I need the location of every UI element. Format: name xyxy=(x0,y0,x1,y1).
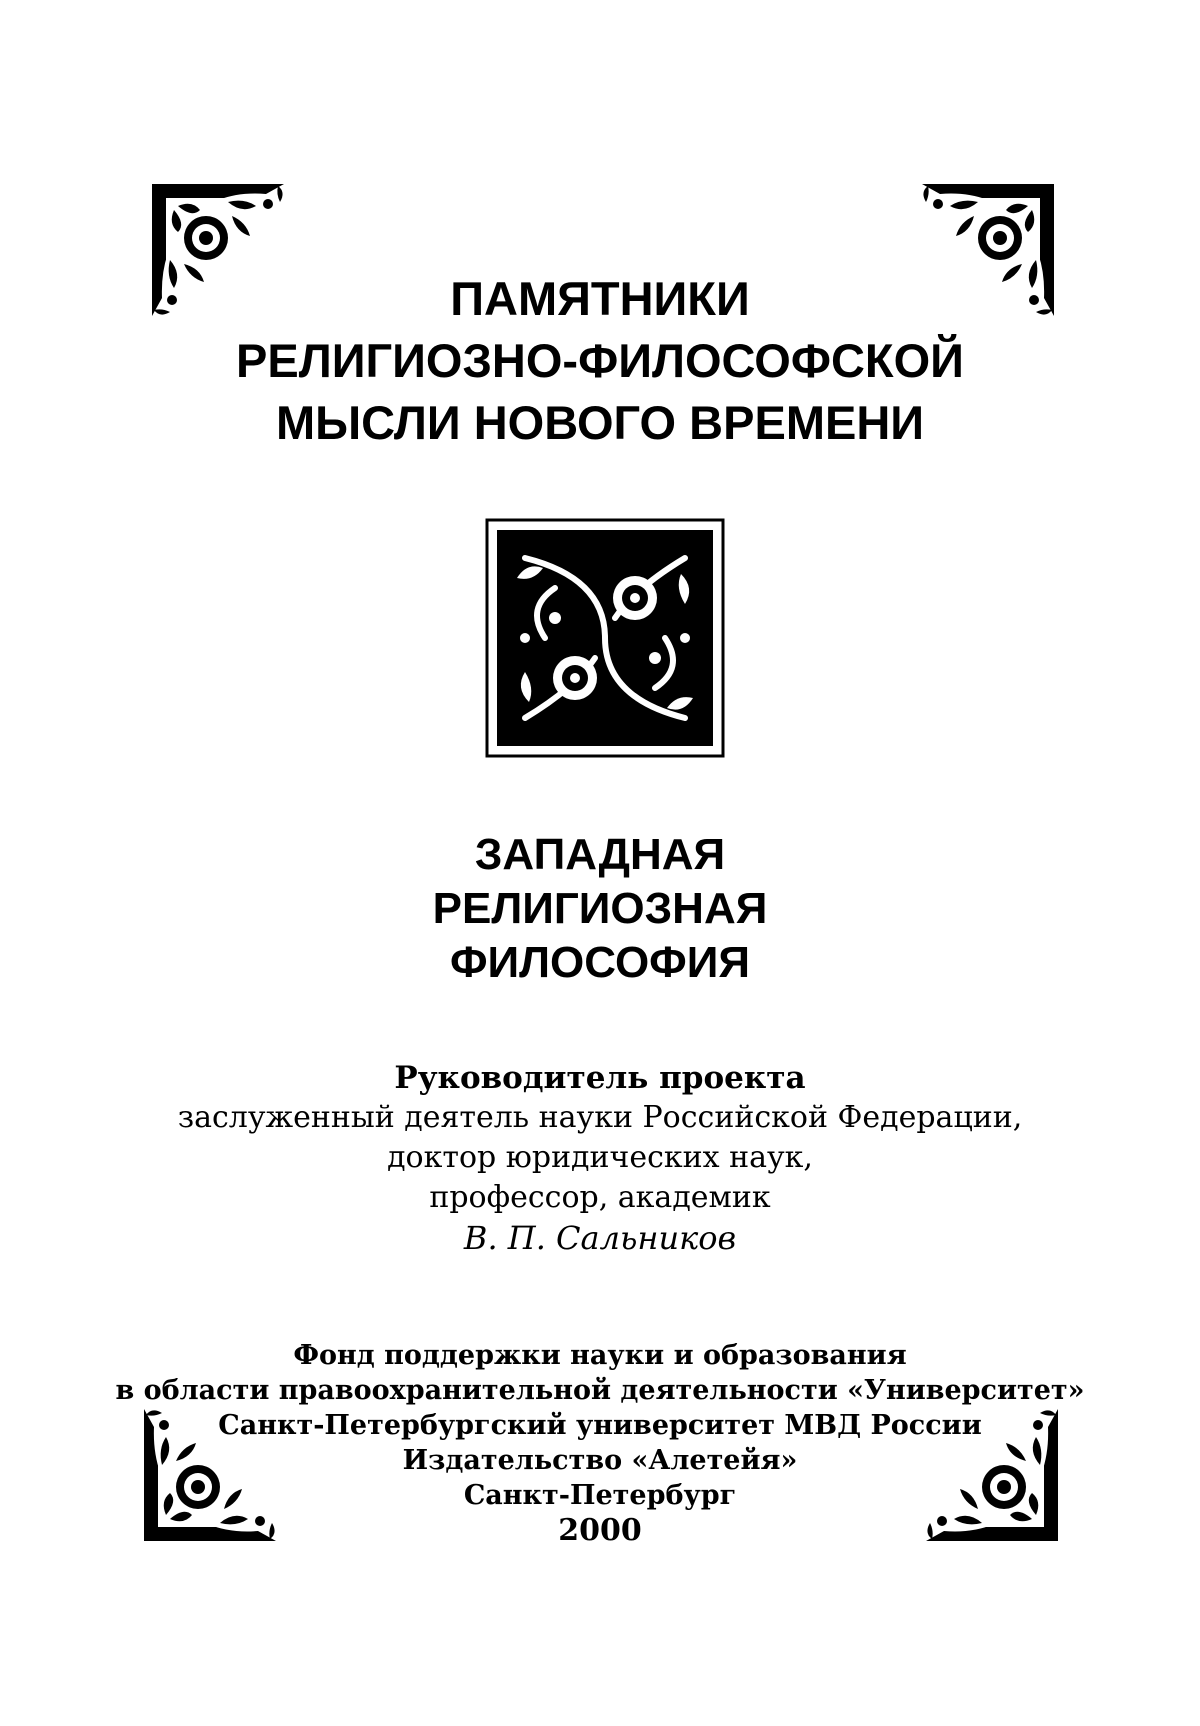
project-lead-name: В. П. Сальников xyxy=(463,1219,737,1257)
book-title-line: ФИЛОСОФИЯ xyxy=(450,938,750,987)
project-lead-role: Руководитель проекта xyxy=(394,1060,806,1096)
book-title-line: РЕЛИГИОЗНАЯ xyxy=(432,884,768,933)
series-title-line: ПАМЯТНИКИ xyxy=(450,272,750,325)
publisher-line: Издательство «Алетейя» xyxy=(402,1445,798,1476)
series-title-line: МЫСЛИ НОВОГО ВРЕМЕНИ xyxy=(275,396,925,449)
publisher-line: Санкт-Петербургский университет МВД России xyxy=(218,1410,982,1441)
publisher-line: в области правоохранительной деятельности «Университет» xyxy=(115,1375,1085,1406)
floral-square-emblem-icon xyxy=(485,518,725,758)
project-lead-title: профессор, академик xyxy=(429,1180,771,1215)
publication-year: 2000 xyxy=(558,1513,642,1548)
project-lead-title: заслуженный деятель науки Российской Федерации, xyxy=(177,1100,1023,1135)
series-title-line: РЕЛИГИОЗНО-ФИЛОСОФСКОЙ xyxy=(236,334,964,387)
project-lead-block xyxy=(0,1058,1200,1258)
publisher-imprint xyxy=(0,1338,1200,1548)
series-title xyxy=(0,268,1200,454)
book-title-line: ЗАПАДНАЯ xyxy=(474,830,726,879)
project-lead-title: доктор юридических наук, xyxy=(387,1140,813,1175)
publisher-line: Фонд поддержки науки и образования xyxy=(293,1340,907,1371)
book-title xyxy=(0,828,1200,990)
publisher-city: Санкт-Петербург xyxy=(463,1480,737,1511)
